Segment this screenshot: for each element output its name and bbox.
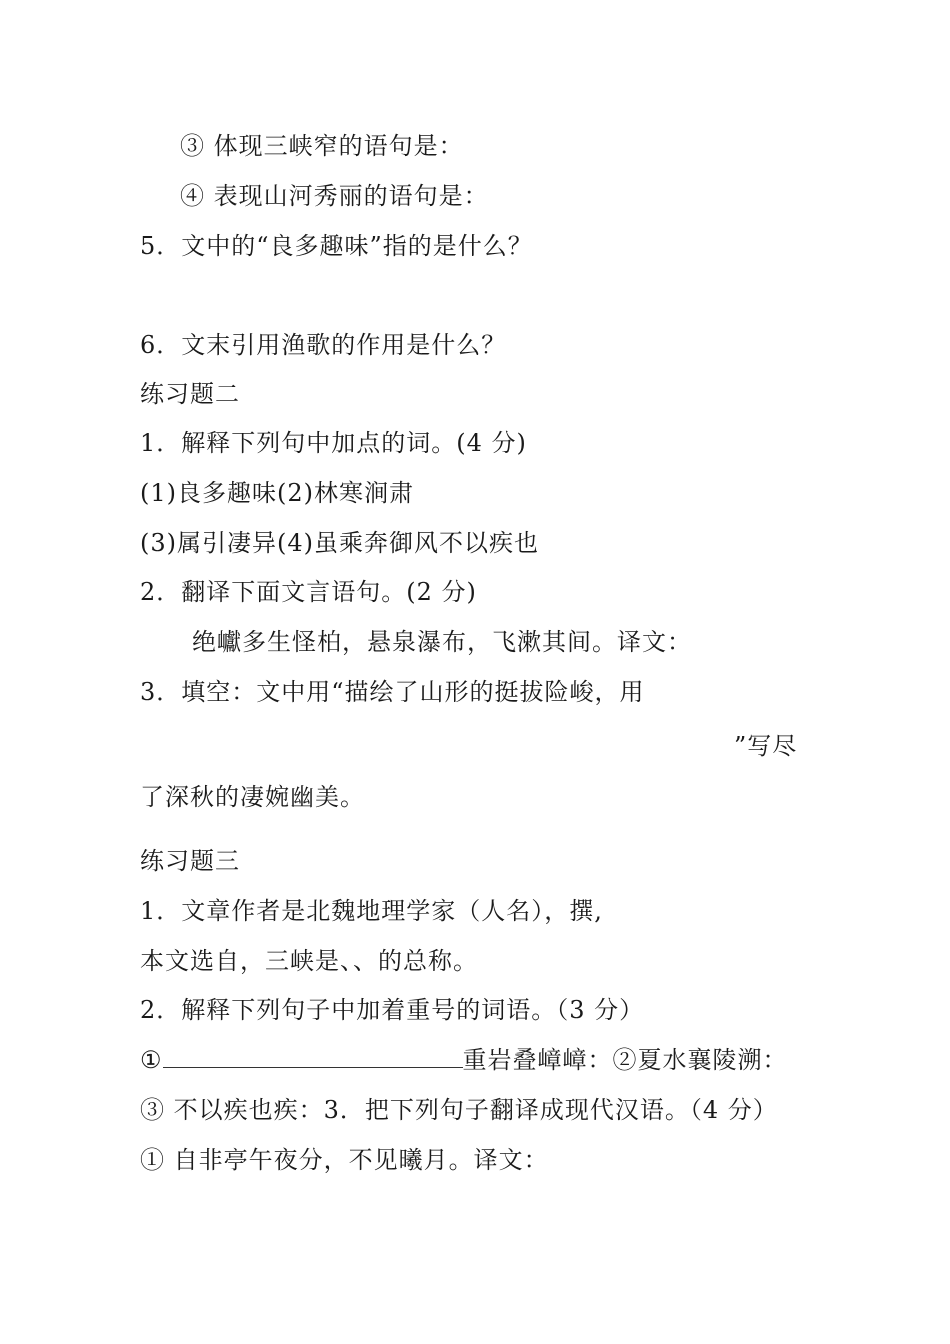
question-line: 了深秋的凄婉幽美。 [140,783,365,811]
item-text: 重岩叠嶂嶂：②夏水襄陵溯： [462,1046,788,1074]
question-line: ① 自非亭午夜分，不见曦月。译文： [140,1146,549,1174]
question-line: 2．翻译下面文言语句。(2 分) [140,578,477,606]
question-line: ③ 体现三峡窄的语句是： [180,132,464,160]
question-line: 2．解释下列句子中加着重号的词语。（3 分） [140,996,645,1024]
section-heading: 练习题三 [140,847,240,875]
answer-blank [163,1045,463,1068]
section-heading: 练习题二 [140,380,240,408]
question-line: 6．文末引用渔歌的作用是什么？ [140,331,507,359]
question-line: ④ 表现山河秀丽的语句是： [180,182,489,210]
question-line: 5．文中的“良多趣味”指的是什么？ [140,232,533,260]
question-line: (3)属引凄异(4)虽乘奔御风不以疾也 [140,529,539,557]
question-line: 本文选自，三峡是、、的总称。 [140,947,478,975]
question-line: 绝巘多生怪柏，悬泉瀑布，飞漱其间。译文： [192,628,692,656]
question-line: 3．填空：文中用“描绘了山形的挺拔险峻，用 [140,678,645,706]
question-line: 1．文章作者是北魏地理学家（人名），撰, [140,897,603,925]
question-line: ”写尽 [734,732,798,760]
question-line: ③ 不以疾也疾：3．把下列句子翻译成现代汉语。（4 分） [140,1096,778,1124]
question-line: (1)良多趣味(2)林寒涧肃 [140,479,414,507]
question-line [140,1045,788,1075]
question-line: 1．解释下列句中加点的词。(4 分) [140,429,527,457]
item-marker: ① [140,1046,163,1074]
